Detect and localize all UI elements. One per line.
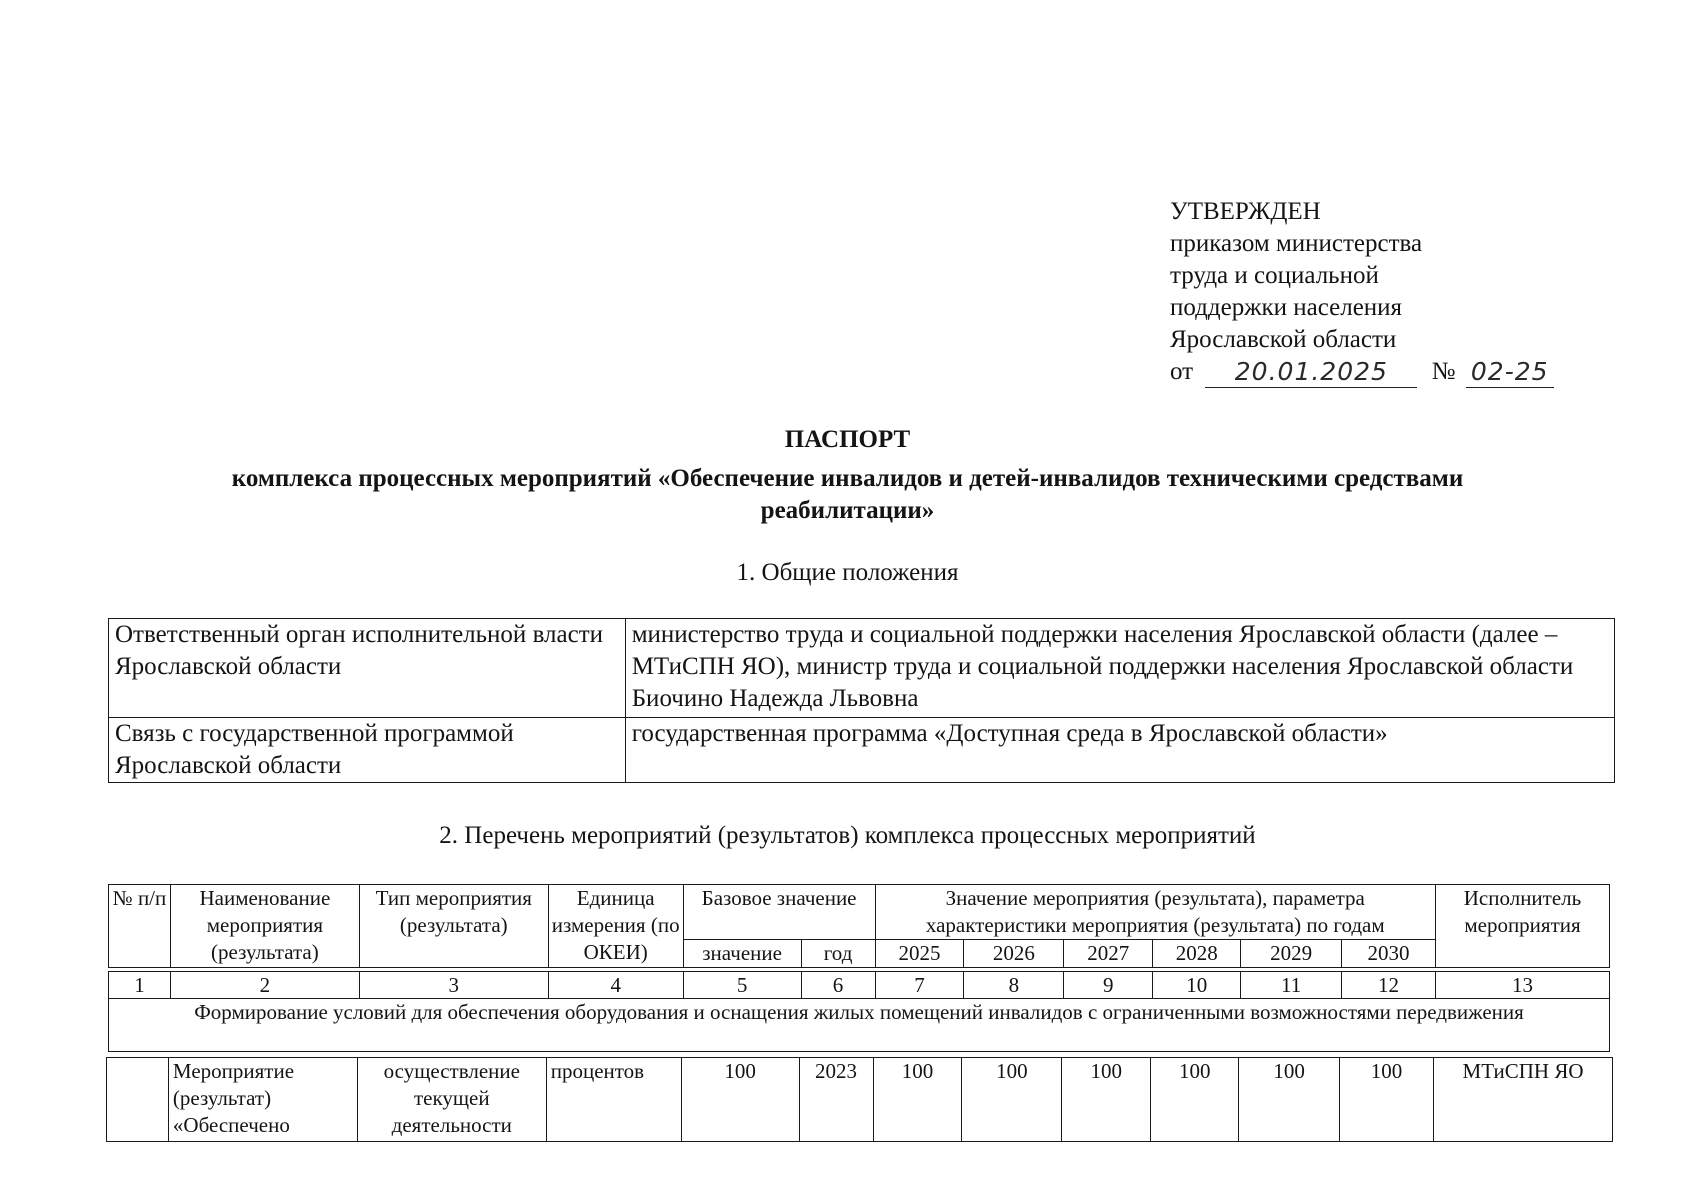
column-number: 1 [109, 972, 171, 999]
approval-number-sign: № [1431, 358, 1456, 385]
column-number: 11 [1241, 972, 1342, 999]
row-unit: процентов [546, 1058, 681, 1142]
row-value-2025: 100 [873, 1058, 962, 1142]
section-2-heading: 2. Перечень мероприятий (результатов) комплекса процессных мероприятий [439, 822, 1256, 849]
column-number: 7 [875, 972, 964, 999]
column-number: 8 [964, 972, 1064, 999]
header-year-2030: 2030 [1342, 940, 1436, 968]
row-value-2028: 100 [1151, 1058, 1239, 1142]
header-values: Значение мероприятия (результата), параметра характеристики мероприятия (результата) по годам [875, 885, 1435, 940]
row-base-value: 100 [681, 1058, 799, 1142]
header-type: Тип мероприятия (результата) [359, 885, 548, 968]
header-base: Базовое значение [683, 885, 875, 940]
header-base-year: год [801, 940, 875, 968]
header-num: № п/п [109, 885, 171, 968]
column-number: 2 [170, 972, 359, 999]
row-value-2026: 100 [962, 1058, 1062, 1142]
approval-number-field [1466, 356, 1554, 388]
row-type: осуществление текущей деятельности [357, 1058, 546, 1142]
approval-number: 02-25 [1470, 357, 1549, 386]
column-number: 5 [683, 972, 801, 999]
activities-table [108, 884, 1610, 1052]
section-row [109, 999, 1610, 1052]
table-row [109, 718, 1615, 783]
row-value-program-link: государственная программа «Доступная среда в Ярославской области» [625, 718, 1614, 783]
table-row [107, 1058, 1613, 1142]
header-year-2025: 2025 [875, 940, 964, 968]
header-year-2028: 2028 [1153, 940, 1241, 968]
approval-line-3: поддержки населения [1170, 294, 1403, 321]
row-name: Мероприятие (результат) «Обеспечено [168, 1058, 357, 1142]
approval-line-1: приказом министерства [1170, 230, 1423, 257]
document-subtitle-line-2: реабилитации» [760, 497, 935, 524]
column-number: 10 [1153, 972, 1241, 999]
section-1-heading: 1. Общие положения [736, 559, 959, 586]
general-provisions-table [108, 618, 1615, 783]
table-row [109, 619, 1615, 718]
header-name: Наименование мероприятия (результата) [170, 885, 359, 968]
approval-line-2: труда и социальной [1170, 262, 1379, 289]
document-subtitle-line-1: комплекса процессных мероприятий «Обеспечение инвалидов и детей-инвалидов техническими средствами [231, 465, 1464, 492]
header-executor: Исполнитель мероприятия [1436, 885, 1610, 968]
approval-date-number-line [1170, 356, 1554, 390]
approval-heading: УТВЕРЖДЕН [1170, 198, 1321, 225]
row-value-responsible-body: министерство труда и социальной поддержки населения Ярославской области (далее – МТиСПН ЯО), министр труда и социальной поддержки населения Ярославской области Биочино Надежда Львовна [625, 619, 1614, 718]
approval-line-4: Ярославской области [1170, 326, 1397, 353]
column-number: 4 [548, 972, 683, 999]
row-label-responsible-body: Ответственный орган исполнительной власти Ярославской области [109, 619, 626, 718]
column-number: 13 [1436, 972, 1610, 999]
section-row-text: Формирование условий для обеспечения оборудования и оснащения жилых помещений инвалидов с ограниченными возможностями передвижения [109, 999, 1610, 1052]
header-year-2027: 2027 [1064, 940, 1153, 968]
column-number: 12 [1342, 972, 1436, 999]
approval-from-label: от [1170, 358, 1194, 385]
header-row-1 [109, 885, 1610, 940]
header-base-value: значение [683, 940, 801, 968]
column-number: 6 [801, 972, 875, 999]
header-unit: Единица измерения (по ОКЕИ) [548, 885, 683, 968]
row-executor: МТиСПН ЯО [1434, 1058, 1613, 1142]
approval-date: 20.01.2025 [1234, 357, 1388, 386]
header-year-2026: 2026 [964, 940, 1064, 968]
header-year-2029: 2029 [1241, 940, 1342, 968]
column-number: 9 [1064, 972, 1153, 999]
row-value-2029: 100 [1239, 1058, 1340, 1142]
column-number-row [109, 972, 1610, 999]
approval-block [1170, 196, 1554, 390]
activities-table-data [106, 1057, 1613, 1142]
row-base-year: 2023 [799, 1058, 873, 1142]
document-title: ПАСПОРТ [784, 426, 911, 453]
row-label-program-link: Связь с государственной программой Ярославской области [109, 718, 626, 783]
column-number: 3 [359, 972, 548, 999]
row-value-2027: 100 [1062, 1058, 1151, 1142]
row-value-2030: 100 [1340, 1058, 1434, 1142]
row-num [107, 1058, 169, 1142]
approval-date-field [1205, 356, 1417, 388]
